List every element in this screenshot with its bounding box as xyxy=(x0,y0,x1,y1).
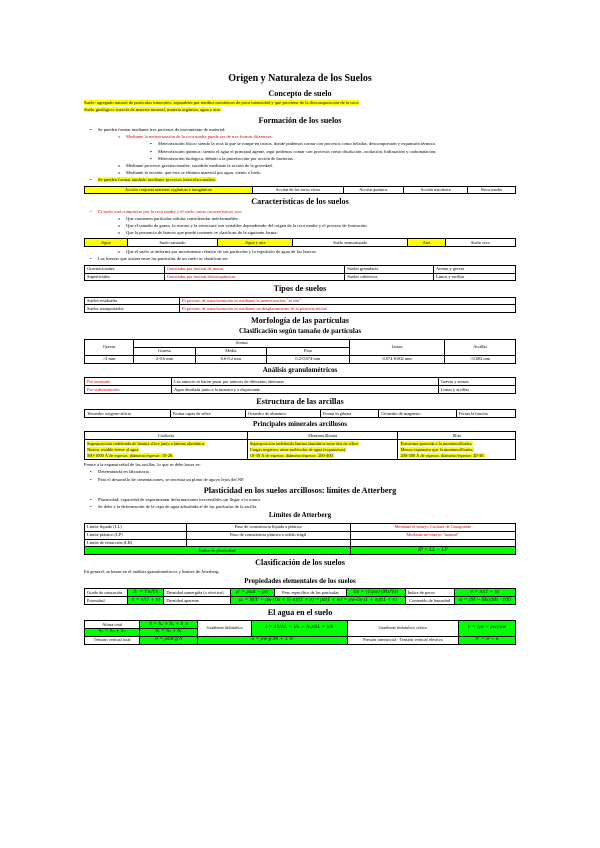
table-cell: Porosidad xyxy=(85,597,128,605)
table-cell: <0,002 mm xyxy=(445,355,516,363)
list-item: o Que el tamaño de grano, la textura y la estructura son variables dependiendo del origen de la roca madre y el proceso de formación. xyxy=(84,223,516,229)
list-item: • Se pueden formar mediante tres procesos de movimiento de material: xyxy=(84,127,516,133)
formula: σ' = σ − u xyxy=(458,636,515,644)
table-cell: Agua y aire xyxy=(218,239,293,247)
table-cell: Media xyxy=(195,347,266,355)
formula: e = n/(1 − n) xyxy=(454,589,515,597)
formula: Sᵣ = Vw/Vv xyxy=(128,589,164,597)
table-cell: Grado de saturación xyxy=(85,589,128,597)
table-cell: Suelo semisaturado xyxy=(293,239,408,247)
table-cell: Por tamizado xyxy=(85,378,172,386)
table-cell: 0,6-0,2 mm xyxy=(195,355,266,363)
table-cell: Suelos granulares xyxy=(345,265,434,273)
table-cell: Generadas por fuerzas electroquímicas xyxy=(165,273,345,281)
table-cell: Superficiales xyxy=(85,273,165,281)
formula: h = hₑ + hₚ + h_v xyxy=(140,621,198,629)
table-cell: >2 mm xyxy=(85,355,134,363)
table-cell: Paso de consistencia plástica a sólido frágil xyxy=(186,531,350,539)
table-cell: 2-0,6 mm xyxy=(134,355,196,363)
paragraph: Frente a la expansividad de las arcillas, lo que se debe hacer es: xyxy=(84,462,201,468)
table-cell: Octaedro de magnesio xyxy=(379,410,456,418)
forces-table xyxy=(84,265,516,282)
table-cell: Forma capas de sílice xyxy=(170,410,245,418)
table-cell: Paso de consistencia líquida a plástica xyxy=(186,523,350,531)
list-item: o Mediante procesos gravitacionales, sucedido mediante la acción de la gravedad. xyxy=(84,163,516,169)
formation-table xyxy=(84,186,516,195)
table-cell: Por sedimentación xyxy=(85,386,172,394)
table-cell: Acción mecánica xyxy=(403,186,468,194)
formula: i = Δh/ΔL = (h₁ − h₂)/ΔL = v/k xyxy=(252,621,348,637)
formula: u = ρw·g·Δh + Σ σᵢ xyxy=(197,636,347,644)
table-cell: Suelos transportados xyxy=(85,305,180,313)
table-cell: Agua destilada junto a la muestra y a dispersante xyxy=(172,386,439,394)
table-cell: 0,2-0,074 mm xyxy=(266,355,349,363)
table-cell: Densidad sumergida (o efectiva) xyxy=(164,589,231,597)
table-cell: Arcillas xyxy=(445,339,516,355)
list-item: o Que el suelo se deforma por movimiento relativo de sus partículas y la expulsión de agua de los huecos. xyxy=(84,249,516,255)
table-cell: Illita xyxy=(398,432,516,440)
table-cell: Generadas por fuerzas de masas xyxy=(165,265,345,273)
formula: hₚ = hₑ + hₚ xyxy=(140,628,198,636)
list-item: • Las fuerzas que actúan entre las partículas de un suelo se clasifican en: xyxy=(84,256,516,262)
formula: ρₐ = M/V = ρw·(Gs + Sᵣ·e)/(1 + e) = ρd(1 + w) = ρw·Gs·(1 + w)/(1 + e) xyxy=(230,597,405,605)
table-cell: Superposición indefinida de lámina sílice junto a lámina alumínica. Neutra, estable frente al agua. 500-1000 Å de espesor, diámetro/espesor: 10-20. xyxy=(85,440,248,460)
formula: hₚ = hₑ + hₚ xyxy=(85,628,140,636)
table-cell: Índice de plasticidad xyxy=(85,547,351,555)
list-item: ▪ Meteorización biológica: debido a la putrefacción por acción de bacterias. xyxy=(84,156,516,162)
section-heading: Estructura de las arcillas xyxy=(256,397,344,406)
list-item: • Para el desarrollo de cimentaciones, se necesita un plano de apoyo lejos del NF. xyxy=(84,477,516,483)
table-cell: Suelos cohesivos xyxy=(345,273,434,281)
list-item: • El suelo está compuesto por la roca madre y el suelo cuyas características son: xyxy=(84,209,516,215)
table-cell: Límite líquido (LL) xyxy=(85,523,187,531)
table-cell: Aire xyxy=(408,239,446,247)
list-item: o Mediante la meteorización de la roca madre puede ser de tres formas diferentes: xyxy=(84,134,516,140)
table-cell: Índice de poros xyxy=(405,589,454,597)
paragraph: En general, se basan en el análisis granulométricos y límites de Atterberg. xyxy=(84,569,220,575)
table-cell: Mediante un ensayo "manual" xyxy=(350,531,515,539)
table-cell: Los tamices se hacen pasar por tamices de diferentes aberturas xyxy=(172,378,439,386)
table-cell: Acción de los seres vivos xyxy=(253,186,344,194)
holes-table xyxy=(84,238,516,247)
table-cell xyxy=(186,539,350,547)
list-item: o Que la presencia de huecos que puede contener se clasifican de la siguiente forma: xyxy=(84,230,516,236)
particle-size-table xyxy=(84,339,516,364)
list-item: ▪ Meteorización física: siendo la roca la que se rompe en trozos, donde podemos contar con procesos como heladas, descompresión y expansión térmica. xyxy=(84,141,516,147)
table-cell: El proceso de transformación es mediante la meteorización "in situ" xyxy=(179,297,515,305)
table-cell: Suelo seco xyxy=(445,239,515,247)
table-cell: Limos y arcillas xyxy=(434,273,516,281)
water-table xyxy=(84,620,516,645)
table-cell xyxy=(350,539,515,547)
table-cell: Acción conjunta materias orgánicas e inorgánicas xyxy=(85,186,253,194)
table-cell: Acción química xyxy=(343,186,403,194)
table-cell: Roca madre xyxy=(468,186,516,194)
formula: IP = LL − LP xyxy=(350,547,515,555)
table-cell: Tensión vertical total xyxy=(85,636,140,644)
table-cell: Altura total xyxy=(85,621,140,629)
granulometric-table xyxy=(84,377,516,394)
table-cell: Superposición indefinida lámina alumínica entre dos de sílice. Cargas negativa, atrae moléculas de agua (expansivas). 10-30 Å de espesor, diámetro/espesor: 200-400. xyxy=(247,440,398,460)
clay-structure-table xyxy=(84,409,516,418)
section-heading: Plasticidad en los suelos arcillosos: límites de Atterberg xyxy=(203,485,397,495)
table-cell: Densidad aparente xyxy=(164,597,231,605)
subsection-heading: Clasificación según tamaño de partículas xyxy=(238,327,362,336)
table-cell: Arenas y gravas xyxy=(434,265,516,273)
table-cell: Forma la gibsita xyxy=(320,410,379,418)
list-item: • Se debe a la deformación de la capa de agua adsorbida al de las partículas de la arcilla. xyxy=(84,504,516,510)
section-heading: Formación de los suelos xyxy=(258,115,342,125)
table-cell: Suelo saturado xyxy=(127,239,218,247)
list-item: • Se pueden formar también mediante procesos interrelacionados: xyxy=(84,177,516,183)
section-heading: Concepto de suelo xyxy=(268,88,332,98)
table-cell: Gradiente hidráulico xyxy=(197,621,251,637)
table-cell: Límite plástico (LP) xyxy=(85,531,187,539)
paragraph: Suelo: agregado natural de partículas minerales, separables por medios mecánicos de poca intensidad y que proviene de la descomposición de la roca. xyxy=(84,99,360,105)
table-cell: El proceso de transformación es mediante un desplazamiento de la posición inicial xyxy=(179,305,515,313)
properties-table xyxy=(84,588,516,605)
formula: σ = ρsat·g·h xyxy=(140,636,198,644)
types-table xyxy=(84,297,516,314)
list-item: • Determinarla en laboratorio. xyxy=(84,469,516,475)
table-cell: Octaedro de aluminio xyxy=(245,410,320,418)
table-cell: Contenido de humedad xyxy=(405,597,454,605)
table-cell: Gruesa xyxy=(134,347,196,355)
document-title: Origen y Naturaleza de los Suelos xyxy=(228,73,372,84)
table-cell: Arenas xyxy=(134,339,350,347)
table-cell: Mediante el ensayo Cuchara de Casagrande xyxy=(350,523,515,531)
section-heading: Clasificación de los suelos xyxy=(255,558,345,568)
formula: w = (M − Ms)/Ms · 100 xyxy=(454,597,515,605)
table-cell: Agua xyxy=(85,239,128,247)
section-heading: El agua en el suelo xyxy=(267,607,333,617)
table-cell: Gravas xyxy=(85,339,134,355)
subsection-heading: Análisis granulométricos xyxy=(262,365,338,374)
table-cell: Limos xyxy=(349,339,444,355)
table-cell: Estructura parecida a la montmorillonita. Menos expansiva que la montmorillonita. 200-300 Å de espesor, diámetro/espesor: 20-30. xyxy=(398,440,516,460)
table-cell: Gravas y arenas xyxy=(438,378,515,386)
formula: Gs = (1/ρw)·(Ms/Vs) xyxy=(347,589,405,597)
table-cell: Gradiente hidráulico crítico xyxy=(347,621,458,637)
list-item: o Que contienen partículas sólidas consideradas indeformables. xyxy=(84,216,516,222)
section-heading: Tipos de suelos xyxy=(273,284,327,294)
table-cell: Fina xyxy=(266,347,349,355)
subsection-heading: Límites de Atterberg xyxy=(268,511,332,520)
list-item: o Mediante la erosión, que esta se elimina material por agua, viento o hielo. xyxy=(84,170,516,176)
formula: n = e/(1 + e) xyxy=(128,597,164,605)
table-cell: 0,074-0,002 mm xyxy=(349,355,444,363)
subsection-heading: Propiedades elementales de los suelos xyxy=(244,576,356,585)
formula: ρ' = ρsat − ρw xyxy=(230,589,274,597)
document-content xyxy=(84,70,516,647)
subsection-heading: Principales minerales arcillosos xyxy=(253,420,347,428)
table-cell: Gravitacionales xyxy=(85,265,165,273)
table-cell: Peso específico de las partículas xyxy=(274,589,346,597)
table-cell: Tetraedro oxígeno-silicio xyxy=(85,410,171,418)
table-cell: Forma la brucita xyxy=(456,410,515,418)
section-heading: Características de los suelos xyxy=(251,197,349,207)
table-cell: Límite de retracción (LR) xyxy=(85,539,187,547)
table-cell: Montmorillonita xyxy=(247,432,398,440)
formula: iᶜ = (ρs − ρw)/ρw xyxy=(458,621,515,637)
section-heading: Morfología de las partículas xyxy=(250,316,349,326)
list-item: ▪ Meteorización química: siendo el agua el principal agente, aquí podemos contar con procesos como disolución, oxidación, hidratación y carbonatación. xyxy=(84,149,516,155)
paragraph: Suelo geológico: mezcla de materia mineral, materia orgánica, agua y aire. xyxy=(84,106,222,112)
table-cell: Presión intersticial · Tensión vertical efectiva xyxy=(347,636,458,644)
table-cell: Caolinita xyxy=(85,432,248,440)
table-cell: Limos y arcillas xyxy=(438,386,515,394)
table-cell: Suelos residuales xyxy=(85,297,180,305)
atterberg-table xyxy=(84,523,516,556)
clay-minerals-table xyxy=(84,431,516,460)
list-item: • Plasticidad: capacidad de experimentar deformaciones irreversibles sin llegar a la rotura. xyxy=(84,497,516,503)
